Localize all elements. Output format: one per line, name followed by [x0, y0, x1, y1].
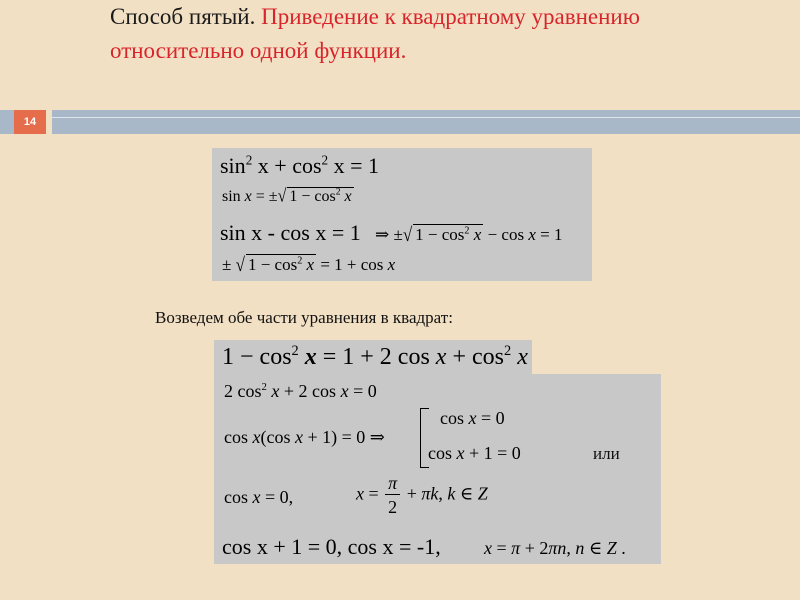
formula-bottom-line-1: $1 - \cos^2 x = 1 + 2$ $\cos x + \cos^2 x$: [222, 343, 528, 370]
formula-bottom-line-2: 2 $\cos^2 x + 2$ cos x = 0: [224, 381, 377, 401]
formula-top-line-4: ± √ $1 - \cos^2 x = 1 + \cos x$: [222, 253, 396, 276]
page-number-badge: 14: [14, 110, 46, 134]
title-topic: Приведение к квадратному уравнению относительно одной функции.: [110, 4, 640, 63]
header-divider-bar: [0, 110, 800, 134]
formula-top-line-1: $\sin^2 x + \cos^2 x = 1$: [220, 152, 380, 178]
divider-left-strip: [0, 110, 14, 134]
formula-bottom-line-4b: x = $\frac{\pi}{2}$ + πk, k ∈ Z: [356, 473, 488, 517]
formula-bottom-line-5b: x = π + 2πn, n ∈ Z .: [484, 538, 626, 558]
formula-bottom-line-5a: cos x + 1 = 0, cos x = -1,: [222, 534, 441, 559]
slide-title: [110, 0, 770, 68]
formula-bottom-line-3: cos x(cos x + 1) = 0 ⇒: [224, 427, 385, 447]
caption-square-both-sides: Возведем обе части уравнения в квадрат:: [155, 308, 453, 327]
formula-top-line-2: sin x = ±√ $1 - \cos^2 x$: [222, 186, 352, 207]
title-method: Способ пятый.: [110, 4, 262, 29]
formula-bottom-line-4a: cos x = 0,: [224, 487, 294, 507]
divider-right-strip: [52, 110, 800, 134]
formula-top-line-3-implication: ⇒ ±√ $1 - \cos^2 x - \cos x = 1$: [375, 223, 563, 246]
or-label: или: [593, 444, 620, 463]
system-line-2: cos x + 1 = 0: [428, 443, 521, 463]
formula-top-line-3: sin x - cos x = 1: [220, 220, 361, 245]
system-line-1: cos x = 0: [440, 408, 505, 428]
